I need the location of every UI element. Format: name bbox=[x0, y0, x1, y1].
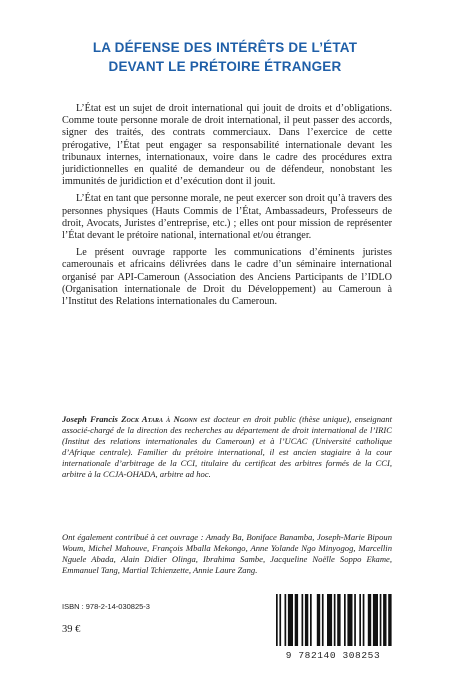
price: 39 € bbox=[62, 624, 81, 635]
author-first-name: Joseph Francis bbox=[62, 414, 122, 424]
summary-paragraph-3: Le présent ouvrage rapporte les communications d’éminents juristes camerounais et africains délivrées dans le cadre d’un séminaire international organisé par API-Cameroun (Association des Anciens Participants de l’IDLO (Organisation internationale de Droit du Développement) au Cameroun à l’Institut des Relations internationales du Cameroun. bbox=[62, 247, 392, 308]
author-name bbox=[62, 414, 197, 424]
book-title bbox=[0, 38, 450, 76]
isbn: ISBN : 978-2-14-030825-3 bbox=[62, 602, 150, 611]
summary-text bbox=[62, 103, 392, 313]
author-bio-text: est docteur en droit public (thèse unique), enseignant associé-chargé de la direction des recherches au département de droit international de l’IRIC (Institut des relations internationales du Cameroun) et à l’UCAC (Université catholique d’Afrique centrale). Familier du prétoire international, il est ancien stagiaire à la cour internationale d’arbitrage de la CCI, titulaire du certificat des arbitres formés de la CCI, arbitre à la CCJA-OHADA, arbitre ad hoc. bbox=[62, 414, 392, 479]
author-last-name: Zock Atara à Ngonn bbox=[121, 414, 198, 424]
title-line-2: DEVANT LE PRÉTOIRE ÉTRANGER bbox=[108, 59, 342, 74]
contributors-note: Ont également contribué à cet ouvrage : Amady Ba, Boniface Banamba, Joseph-Marie Bipoun Woum, Michel Mahouve, François Mballa Mekongo, Anne Yolande Ngo Minyogog, Marcellin Nguele Abada, Alain Didier Olinga, Ibrahima Sambe, Jacqueline Noëlle Soppo Ekame, Emmanuel Tang, Martial Tchienzette, Annie Laure Zang. bbox=[62, 532, 392, 575]
barcode-number: 9 782140 308253 bbox=[285, 650, 381, 661]
author-bio bbox=[62, 414, 392, 480]
summary-paragraph-1: L’État est un sujet de droit international qui jouit de droits et d’obligations. Comme toute personne morale de droit international, il peut passer des accords, signer des traités, des contrats commerciaux. Dans l’exercice de cette prérogative, l’État peut engager sa responsabilité internationale devant les tribunaux internes, internationaux, voire dans le cadre des procédures extra juridictionnelles en qualité de demandeur ou de défendeur, nonobstant les immunités de juridiction et d’exécution dont il jouit. bbox=[62, 103, 392, 188]
summary-paragraph-2: L’État en tant que personne morale, ne peut exercer son droit qu’à travers des personnes physiques (Hauts Commis de l’État, Ambassadeurs, Professeurs de droit, Avocats, Juristes d’entreprise, etc.) ; elles ont pour mission de représenter l’État devant le prétoire national, international et/ou étranger. bbox=[62, 193, 392, 242]
title-line-1: LA DÉFENSE DES INTÉRÊTS DE L’ÉTAT bbox=[92, 40, 358, 55]
barcode-bars bbox=[266, 592, 400, 650]
barcode bbox=[266, 592, 400, 664]
